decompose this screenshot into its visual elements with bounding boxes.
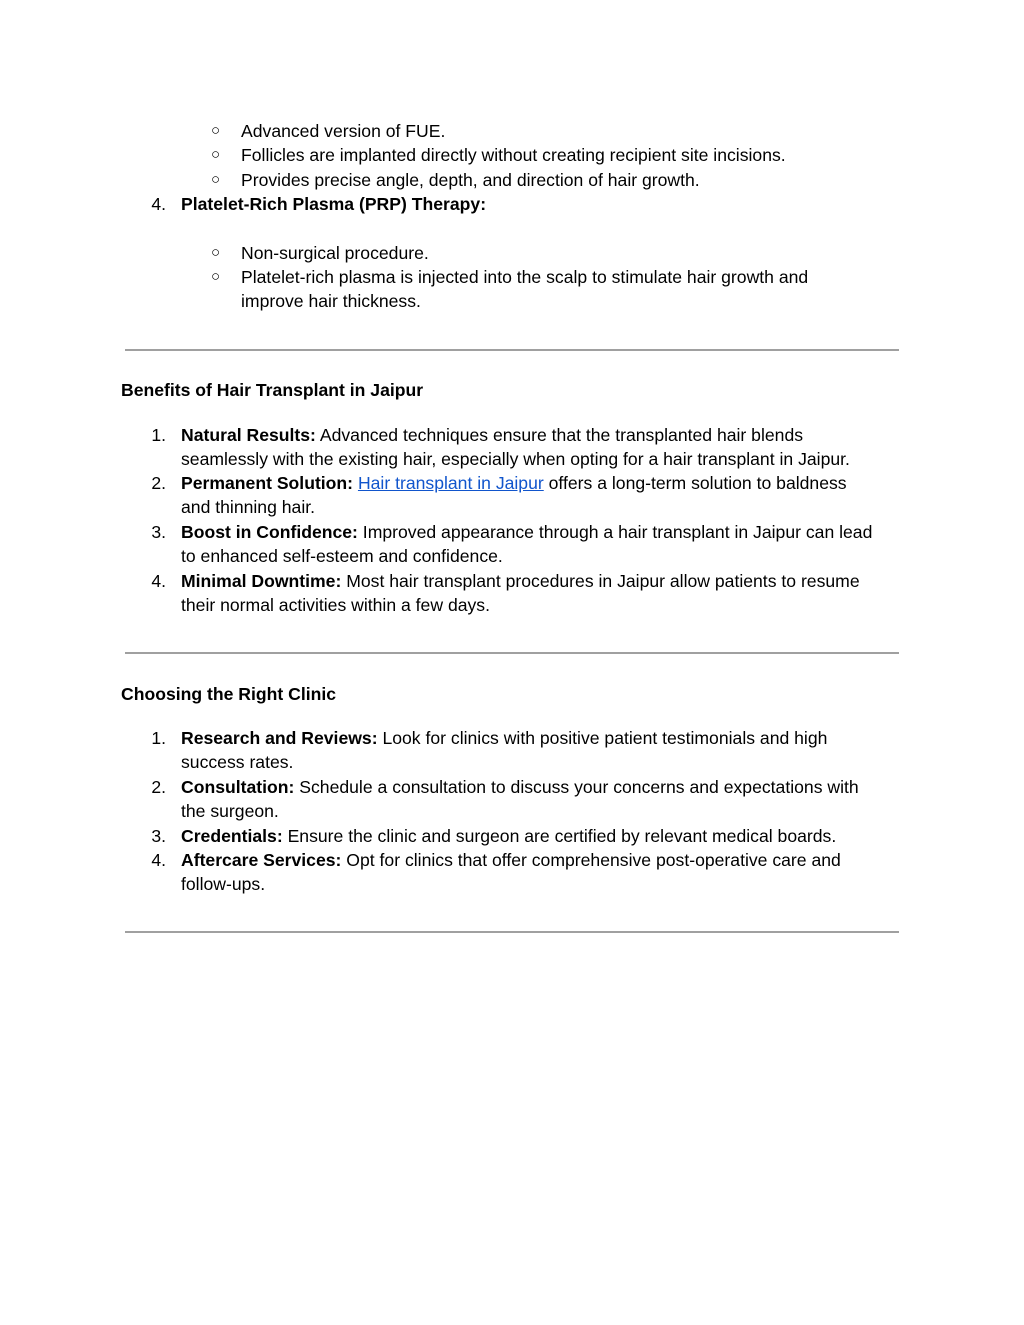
item-text: Schedule a consultation to discuss your concerns and expectations with (294, 777, 859, 797)
list-item-continuation: the surgeon. (181, 801, 279, 821)
section-heading-clinic: Choosing the Right Clinic (121, 684, 337, 704)
bullet-icon: ○ (211, 171, 221, 188)
list-item: Advanced version of FUE. (241, 121, 446, 141)
item-label: Credentials: (181, 826, 283, 846)
section-heading-benefits: Benefits of Hair Transplant in Jaipur (121, 380, 424, 400)
list-item (181, 423, 803, 447)
list-number: 4. (151, 850, 166, 870)
list-number: 1. (151, 728, 166, 748)
bullet-icon: ○ (211, 146, 221, 163)
list-number: 2. (151, 777, 166, 797)
list-number: 3. (151, 522, 166, 542)
bullet-icon: ○ (211, 244, 221, 261)
item-label: Boost in Confidence: (181, 522, 358, 542)
list-item-continuation: their normal activities within a few days. (181, 595, 490, 615)
bullet-icon: ○ (211, 268, 221, 285)
item-text: Opt for clinics that offer comprehensive post-operative care and (341, 850, 841, 870)
list-number: 1. (151, 425, 166, 445)
item-label: Natural Results: (181, 425, 316, 445)
item-label: Research and Reviews: (181, 728, 378, 748)
item-label: Permanent Solution: (181, 473, 354, 493)
prp-title: Platelet-Rich Plasma (PRP) Therapy: (181, 194, 487, 214)
list-item: Follicles are implanted directly without creating recipient site incisions. (241, 145, 786, 165)
list-item (181, 824, 836, 848)
list-item (181, 775, 859, 799)
item-text: offers a long-term solution to baldness (543, 473, 847, 493)
item-label: Aftercare Services: (181, 850, 342, 870)
horizontal-divider (125, 931, 899, 933)
item-label: Consultation: (181, 777, 295, 797)
item-text: Look for clinics with positive patient testimonials and high (377, 728, 828, 748)
list-item (181, 848, 841, 872)
list-item (181, 726, 827, 750)
list-number: 4. (151, 194, 166, 214)
item-text: Advanced techniques ensure that the transplanted hair blends (315, 425, 804, 445)
item-text: Most hair transplant procedures in Jaipur allow patients to resume (341, 571, 860, 591)
item-label: Minimal Downtime: (181, 571, 342, 591)
item-text: Ensure the clinic and surgeon are certified by relevant medical boards. (282, 826, 837, 846)
list-item (181, 471, 847, 495)
hair-transplant-link[interactable]: Hair transplant in Jaipur (357, 473, 544, 493)
list-item (181, 520, 872, 544)
list-number: 2. (151, 473, 166, 493)
list-item-continuation: follow-ups. (181, 874, 266, 894)
list-item-continuation: to enhanced self-esteem and confidence. (181, 546, 503, 566)
list-item-continuation: success rates. (181, 752, 294, 772)
list-item: Provides precise angle, depth, and direction of hair growth. (241, 170, 700, 190)
horizontal-divider (125, 652, 899, 654)
list-item: Platelet-rich plasma is injected into the scalp to stimulate hair growth and (241, 267, 809, 287)
list-item: Non-surgical procedure. (241, 243, 429, 263)
horizontal-divider (125, 349, 899, 351)
list-item-continuation: and thinning hair. (181, 497, 316, 517)
list-number: 4. (151, 571, 166, 591)
list-item (181, 569, 860, 593)
bullet-icon: ○ (211, 122, 221, 139)
item-text: Improved appearance through a hair transplant in Jaipur can lead (357, 522, 873, 542)
list-item-continuation: improve hair thickness. (241, 291, 421, 311)
list-number: 3. (151, 826, 166, 846)
list-item-continuation: seamlessly with the existing hair, especially when opting for a hair transplant in Jaipur. (181, 449, 850, 469)
